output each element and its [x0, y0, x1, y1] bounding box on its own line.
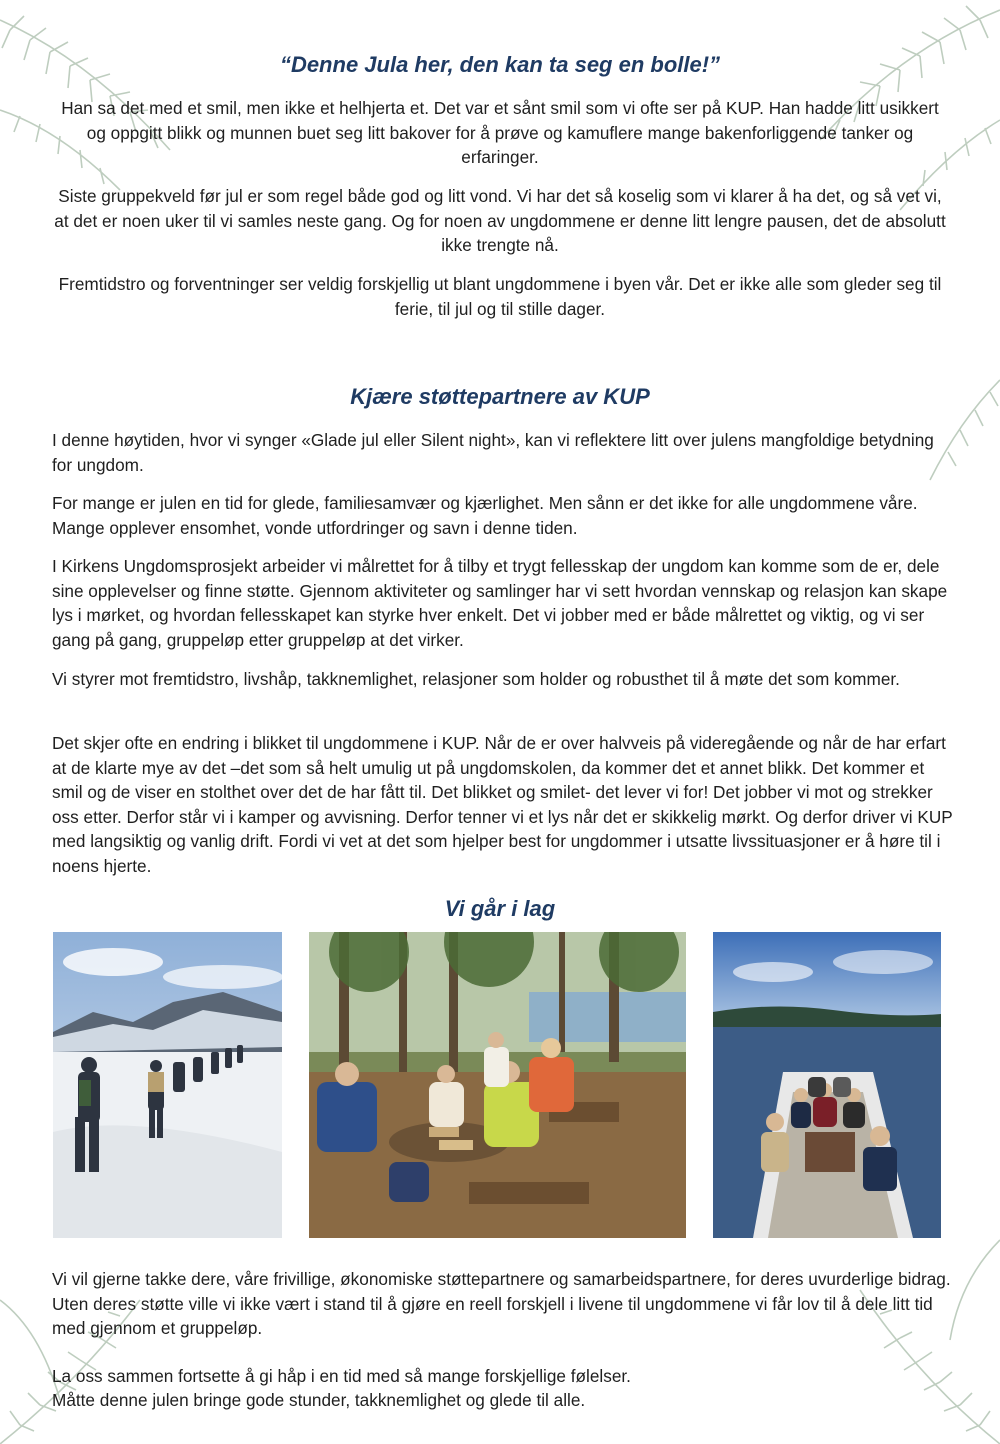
letter-paragraph-4: Vi styrer mot fremtidstro, livshåp, takknemlighet, relasjoner som holder og robusthet til å møte det som kommer. [52, 669, 900, 689]
letter-paragraph-1: I denne høytiden, hvor vi synger «Glade jul eller Silent night», kan vi reflektere litt over julens mangfoldige betydning for ungdom. [52, 430, 934, 475]
intro-paragraph-2: Siste gruppekveld før jul er som regel både god og litt vond. Vi har det så koselig som vi klarer å ha det, og så vet vi, at det er noen uker til vi samles neste gang. Og for noen av ungdommene er denne litt lengre pausen, det de absolutt ikke trengte nå. [54, 186, 946, 256]
photo-glacier-hike [53, 932, 282, 1238]
intro-paragraph-1: Han sa det med et smil, men ikke et helhjerta et. Det var et sånt smil som vi ofte ser på KUP. Han hadde litt usikkert og oppgitt blikk og munnen buet seg litt bakover for å prøve og kamuflere mange bakenforliggende tanker og erfaringer. [61, 98, 939, 168]
photo-boat-trip [713, 932, 941, 1238]
letter-paragraph-3: I Kirkens Ungdomsprosjekt arbeider vi målrettet for å tilby et trygt fellesskap der ungdom kan komme som de er, dele sine opplevelser og finne støtte. Gjennom aktiviteter og samlinger har vi sett hvordan vennskap og relasjon kan skape lys i mørket, og hvordan fellesskapet kan styrke hver enkelt. Det vi jobber med er både målrettet og viktig, og vi ser gang på gang, gruppeløp etter gruppeløp at det virker. [52, 556, 948, 650]
letter-heading: Kjære støttepartnere av KUP [350, 384, 650, 409]
closing-line-1: La oss sammen fortsette å gi håp i en tid med så mange forskjellige følelser. [52, 1366, 631, 1386]
letter-paragraph-5: Det skjer ofte en endring i blikket til ungdommene i KUP. Når de er over halvveis på videregående og når de har erfart at de klarte mye av det –det som så helt umulig ut på ungdomskolen, da kommer det et annet blikk. Det kommer et smil og de viser en stolthet over det de har fått til. Det blikket og smilet- det lever vi for! Det jobber vi mot og strekker oss etter. Derfor står vi i kamper og avvisning. Derfor tenner vi et lys når det er skikkelig mørkt. Og derfor driver vi KUP med langsiktig og vanlig drift. Fordi vi vet at det som hjelper best for ungdommer i utsatte livssituasjoner er å høre til i noens hjerte. [52, 733, 953, 876]
intro-paragraph-3: Fremtidstro og forventninger ser veldig forskjellig ut blant ungdommene i byen vår. Det er ikke alle som gleder seg til ferie, til jul og til stille dager. [58, 274, 942, 319]
gallery-heading: Vi går i lag [444, 896, 556, 921]
photo-forest-campfire [309, 932, 686, 1238]
intro-quote-heading: “Denne Jula her, den kan ta seg en bolle!” [279, 52, 721, 77]
closing-paragraph: Vi vil gjerne takke dere, våre frivillige, økonomiske støttepartnere og samarbeidspartnere, for deres uvurderlige bidrag. Uten deres støtte ville vi ikke vært i stand til å gjøre en reell forskjell i livene til ungdommene vi får lov til å dele litt tid med gjennom et gruppeløp. [52, 1269, 951, 1339]
closing-line-2: Måtte denne julen bringe gode stunder, takknemlighet og glede til alle. [52, 1390, 586, 1410]
letter-paragraph-2: For mange er julen en tid for glede, familiesamvær og kjærlighet. Men sånn er det ikke for alle ungdommene våre. Mange opplever ensomhet, vonde utfordringer og savn i denne tiden. [52, 493, 918, 538]
